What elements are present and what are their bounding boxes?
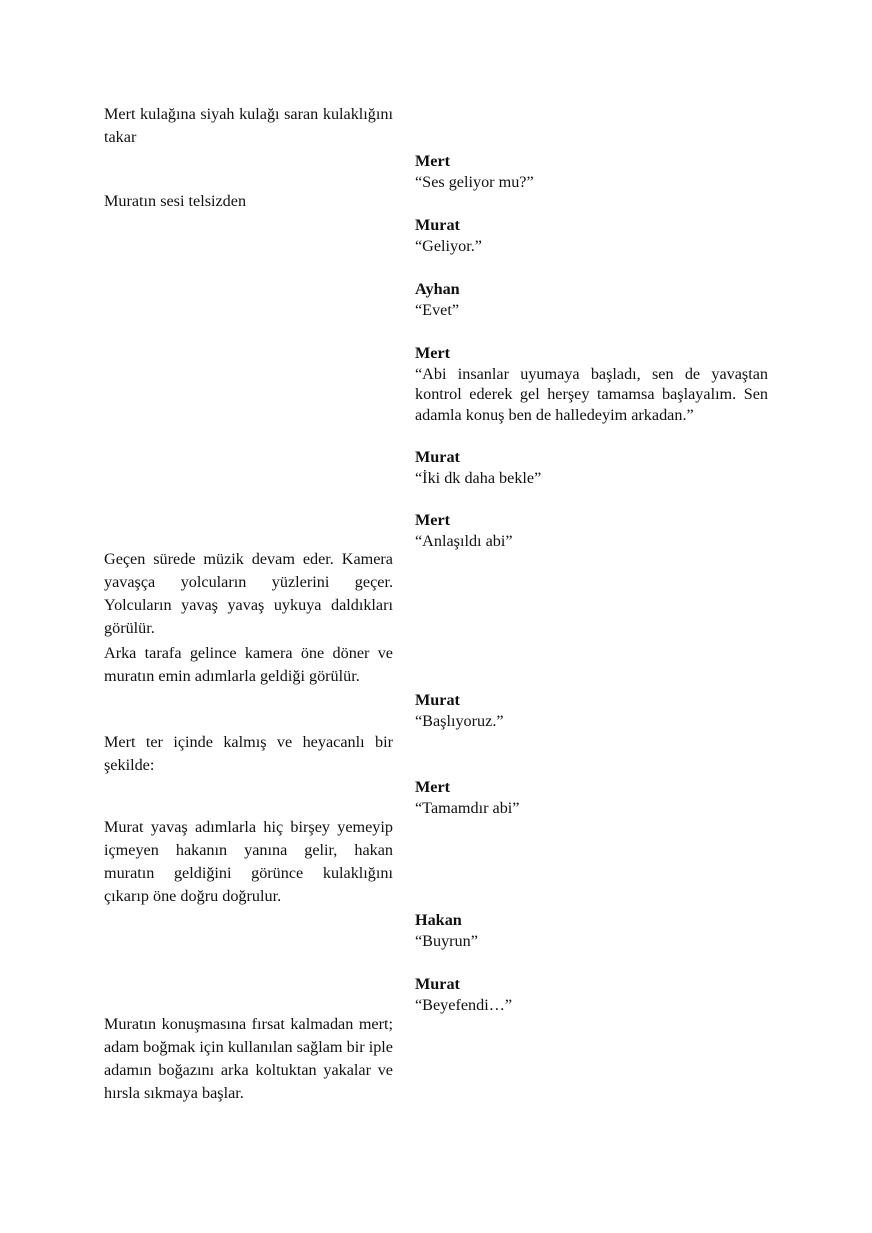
dialogue-line: “İki dk daha bekle” (415, 468, 542, 487)
action-paragraph: Murat yavaş adımlarla hiç birşey yemeyip içmeyen hakanın yanına gelir, hakan muratın geldiğini görünce kulaklığını çıkarıp öne doğru doğrulur. (104, 818, 393, 905)
dialogue-block (415, 279, 768, 320)
dialogue-block (415, 215, 768, 256)
dialogue-block (415, 343, 768, 425)
dialogue-line: “Beyefendi…” (415, 995, 513, 1014)
action-paragraph: Mert kulağına siyah kulağı saran kulaklığını takar (104, 105, 393, 146)
speaker-name: Mert (415, 778, 451, 796)
speaker-name: Murat (415, 216, 460, 234)
speaker-name: Mert (415, 511, 451, 529)
dialogue-block (415, 151, 768, 192)
speaker-name: Mert (415, 152, 451, 170)
action-paragraph: Geçen sürede müzik devam eder. Kamera yavaşça yolcuların yüzlerini geçer. Yolcuların yavaş yavaş uykuya daldıkları görülür. (104, 550, 393, 637)
speaker-name: Murat (415, 691, 460, 709)
speaker-name: Murat (415, 975, 460, 993)
dialogue-line: “Tamamdır abi” (415, 798, 520, 817)
dialogue-line: “Anlaşıldı abi” (415, 531, 513, 550)
action-paragraph: Arka tarafa gelince kamera öne döner ve muratın emin adımlarla geldiği görülür. (104, 644, 393, 685)
speaker-name: Mert (415, 344, 451, 362)
dialogue-line: “Abi insanlar uyumaya başladı, sen de yavaştan kontrol ederek gel herşey tamamsa başlayalım. Sen adamla konuş ben de halledeyim arkadan.” (415, 364, 768, 424)
dialogue-block (415, 447, 768, 488)
action-paragraph: Mert ter içinde kalmış ve heyacanlı bir şekilde: (104, 733, 393, 774)
dialogue-block (415, 777, 768, 818)
dialogue-line: “Geliyor.” (415, 236, 482, 255)
dialogue-line: “Ses geliyor mu?” (415, 172, 534, 191)
dialogue-line: “Evet” (415, 300, 460, 319)
speaker-name: Murat (415, 448, 460, 466)
dialogue-block (415, 690, 768, 731)
action-paragraph: Muratın konuşmasına fırsat kalmadan mert; adam boğmak için kullanılan sağlam bir iple adamın boğazını arka koltuktan yakalar ve hırsla sıkmaya başlar. (104, 1015, 393, 1102)
dialogue-line: “Buyrun” (415, 931, 478, 950)
action-paragraph: Muratın sesi telsizden (104, 192, 247, 210)
dialogue-block (415, 910, 768, 951)
dialogue-block (415, 510, 768, 551)
speaker-name: Ayhan (415, 280, 460, 298)
speaker-name: Hakan (415, 911, 462, 929)
dialogue-line: “Başlıyoruz.” (415, 711, 504, 730)
dialogue-block (415, 974, 768, 1015)
